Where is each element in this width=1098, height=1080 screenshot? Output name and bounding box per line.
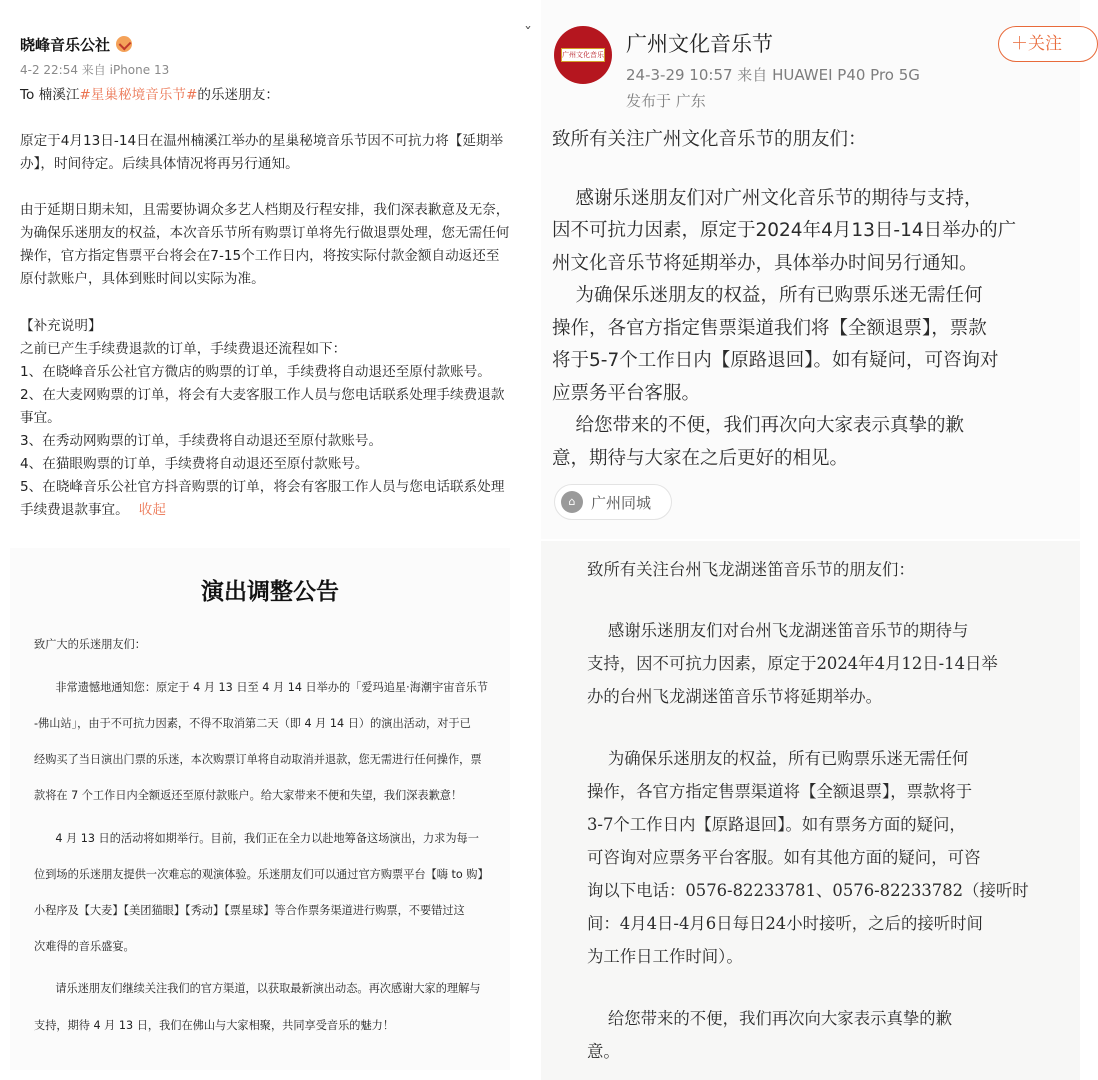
- document-line: 款将在 7 个工作日内全额返还至原付款账户。给大家带来不便和失望，我们深表歉意！: [34, 789, 463, 802]
- document-line: 次难得的音乐盛宴。: [34, 940, 135, 953]
- post-line: 将于5-7个工作日内【原路退回】。如有疑问，可咨询对: [552, 350, 999, 371]
- post-line-text: 手续费退款事宜。: [20, 502, 129, 518]
- document-title: 演出调整公告: [201, 579, 339, 605]
- post-line: 原付款账户，具体到账时间以实际为准。: [20, 271, 265, 287]
- post-line: 操作，各官方指定售票渠道我们将【全额退票】，票款: [552, 317, 987, 339]
- notice-line: 办的台州飞龙湖迷笛音乐节将延期举办。: [587, 687, 883, 706]
- account-name[interactable]: 广州文化音乐节: [626, 32, 773, 56]
- post-line: 为确保乐迷朋友的权益，本次音乐节所有购票订单将先行做退票处理，您无需任何: [20, 225, 510, 241]
- post-line: 应票务平台客服。: [552, 382, 701, 404]
- city-icon: ⌂: [561, 491, 583, 513]
- post-line: 州文化音乐节将延期举办，具体举办时间另行通知。: [552, 252, 978, 274]
- post-line: 办】，时间待定。后续具体情况将再另行通知。: [20, 156, 299, 172]
- location-label: 广州同城: [591, 494, 652, 512]
- post-spacer: [552, 157, 1078, 183]
- post-line: 3、在秀动网购票的订单，手续费将自动退还至原付款账号。: [20, 433, 383, 449]
- post-line: 事宜。: [20, 410, 61, 426]
- weibo-post-guangzhou: [540, 0, 1080, 540]
- notice-line: 给您带来的不便，我们再次向大家表示真挚的歉: [587, 1009, 953, 1028]
- post-meta: 4-2 22:54 来自 iPhone 13: [20, 63, 170, 77]
- post-line: 2、在大麦网购票的订单，将会有大麦客服工作人员与您电话联系处理手续费退款: [20, 387, 505, 403]
- post-line: 因不可抗力因素，原定于2024年4月13日-14日举办的广: [552, 220, 1017, 241]
- document-line: 小程序及【大麦】【美团猫眼】【秀动】【票星球】等合作票务渠道进行购票，不要错过这: [34, 904, 465, 917]
- weibo-post-xiaofeng: [0, 0, 540, 540]
- post-line: 操作，官方指定售票平台将会在7-15个工作日内，将按实际付款金额自动返还至: [20, 248, 500, 264]
- post-line: 致所有关注广州文化音乐节的朋友们：: [552, 129, 867, 150]
- more-options-icon[interactable]: ˇ: [524, 24, 532, 43]
- document-line: 支持，期待 4 月 13 日，我们在佛山与大家相聚，共同享受音乐的魅力！: [34, 1019, 395, 1032]
- post-line: 1、在晓峰音乐公社官方微店的购票的订单，手续费将自动退还至原付款账号。: [20, 364, 491, 380]
- post-line: 为确保乐迷朋友的权益，所有已购票乐迷无需任何: [552, 285, 983, 306]
- post-line: 4、在猫眼购票的订单，手续费将自动退还至原付款账号。: [20, 456, 369, 472]
- notice-line: 3-7个工作日内【原路退回】。如有票务方面的疑问，: [587, 815, 966, 834]
- post-line: 感谢乐迷朋友们对广州文化音乐节的期待与支持，: [552, 187, 983, 209]
- document-line: 4 月 13 日的活动将如期举行。目前，我们正在全力以赴地筹备这场演出，力求为每一: [34, 832, 479, 845]
- document-line: 请乐迷朋友们继续关注我们的官方渠道，以获取最新演出动态。再次感谢大家的理解与: [34, 982, 481, 995]
- panel-divider: [0, 539, 1080, 541]
- post-line: 【补充说明】: [20, 318, 102, 334]
- avatar[interactable]: [554, 26, 612, 84]
- post-last-line: [20, 499, 535, 522]
- greeting-suffix: 的乐迷朋友：: [197, 87, 279, 103]
- post-line: 由于延期日期未知，且需要协调众多艺人档期及行程安排，我们深表歉意及无奈，: [20, 202, 510, 218]
- post-greeting: [20, 84, 535, 107]
- notice-taizhou: [540, 540, 1080, 1080]
- hashtag-link[interactable]: #星巢秘境音乐节#: [79, 87, 198, 103]
- post-meta: 24-3-29 10:57 来自 HUAWEI P40 Pro 5G: [626, 66, 920, 84]
- document-line: -佛山站」，由于不可抗力因素，不得不取消第二天（即 4 月 14 日）的演出活动，对于已: [34, 717, 471, 730]
- document-line: 位到场的乐迷朋友提供一次难忘的观演体验。乐迷朋友们可以通过官方购票平台【嗨 to 购】: [34, 868, 489, 881]
- location-tag[interactable]: [554, 484, 672, 520]
- greeting-prefix: To 楠溪江: [20, 87, 80, 103]
- post-line: 给您带来的不便，我们再次向大家表示真挚的歉: [552, 415, 965, 436]
- notice-line: 为确保乐迷朋友的权益，所有已购票乐迷无需任何: [587, 749, 969, 768]
- document-line: 经购买了当日演出门票的乐迷，本次购票订单将自动取消并退款，您无需进行任何操作，票: [34, 753, 482, 766]
- notice-line: 感谢乐迷朋友们对台州飞龙湖迷笛音乐节的期待与: [587, 621, 969, 640]
- post-location-meta: 发布于 广东: [626, 92, 706, 110]
- collapse-link[interactable]: 收起: [138, 502, 166, 518]
- post-line: 5、在晓峰音乐公社官方抖音购票的订单，将会有客服工作人员与您电话联系处理: [20, 479, 505, 495]
- post-line: 意，期待与大家在之后更好的相见。: [552, 447, 849, 469]
- author-name-text[interactable]: 晓峰音乐公社: [20, 36, 111, 54]
- notice-line: 可咨询对应票务平台客服。如有其他方面的疑问，可咨: [587, 848, 981, 867]
- verified-badge-icon: [116, 36, 132, 52]
- post-line: 原定于4月13日-14日在温州楠溪江举办的星巢秘境音乐节因不可抗力将【延期举: [20, 133, 504, 149]
- notice-line: 间：4月4日-4月6日每日24小时接听，之后的接听时间: [587, 914, 983, 933]
- notice-document: [0, 540, 540, 1080]
- post-body: [552, 124, 1078, 475]
- notice-line: 询以下电话：0576-82233781、0576-82233782（接听时: [587, 881, 1029, 900]
- post-line: 之前已产生手续费退款的订单，手续费退还流程如下：: [20, 341, 347, 357]
- author-name[interactable]: [20, 34, 132, 55]
- follow-button[interactable]: ＋关注: [998, 26, 1098, 62]
- notice-line: 支持，因不可抗力因素，原定于2024年4月12日-14日举: [587, 654, 998, 673]
- notice-line: 致所有关注台州飞龙湖迷笛音乐节的朋友们：: [587, 560, 915, 579]
- notice-line: 操作，各官方指定售票渠道将【全额退票】，票款将于: [587, 782, 973, 801]
- avatar-logo-text: 广州文化音乐节: [561, 48, 605, 62]
- document-line: 非常遗憾地通知您：原定于 4 月 13 日至 4 月 14 日举办的「爱玛追星·海潮宇宙音乐节: [34, 681, 489, 694]
- notice-line: 意。: [587, 1042, 620, 1061]
- notice-line: 为工作日工作时间）。: [587, 947, 743, 966]
- document-line: 致广大的乐迷朋友们：: [34, 638, 146, 651]
